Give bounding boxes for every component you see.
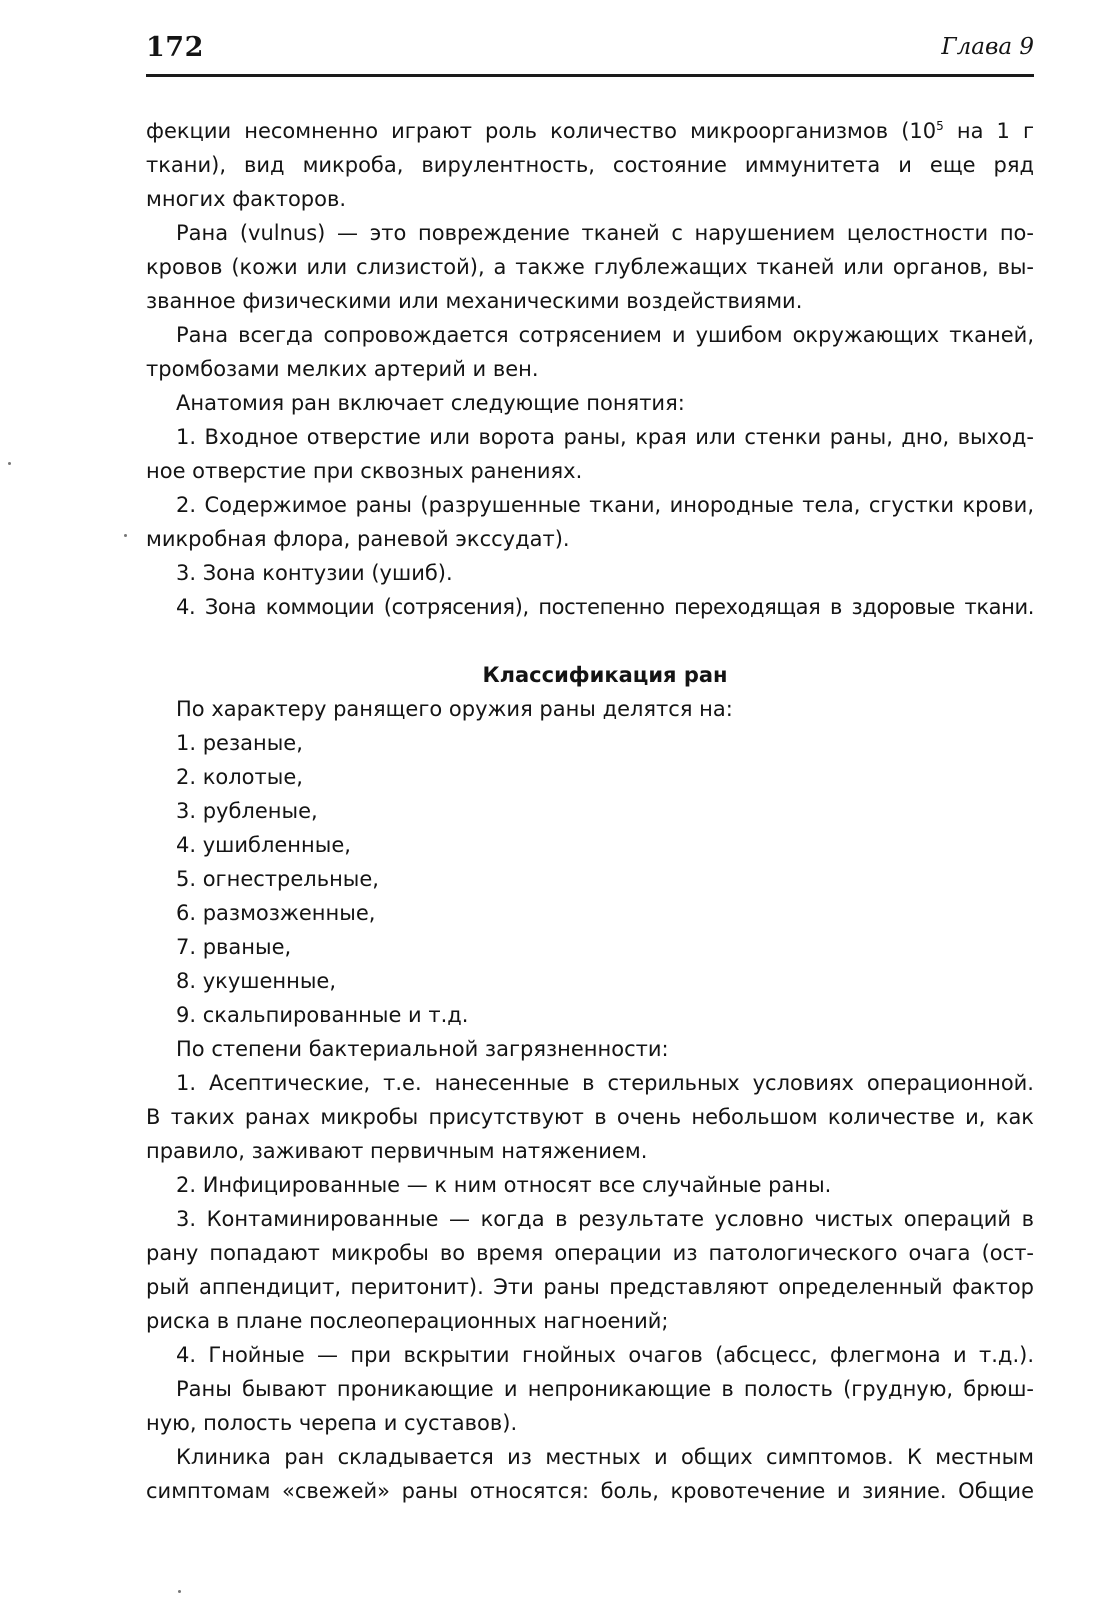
text-line: 2. Инфицированные — к ним относят все случайные раны. [176,1173,832,1197]
text-line: ное отверстие при сквозных ранениях. [146,459,583,483]
text-line: По степени бактериальной загрязненности: [176,1037,669,1061]
page-body [146,114,1034,1508]
list-item: 2. колотые, [176,765,303,789]
list-item: 3. рубленые, [176,799,318,823]
text-line: симптомам «свежей» раны относятся: боль, кровотечение и зияние. Общие [146,1479,1034,1503]
text-line: 4. Зона коммоции (сотрясения), постепенно переходящая в здоровые ткани. [176,595,1034,619]
text-line: 1. Асептические, т.е. нанесенные в стерильных условиях операционной. [176,1071,1034,1095]
list-item: 5. огнестрельные, [176,867,379,891]
text-line: ную, полость черепа и суставов). [146,1411,518,1435]
text-line: Анатомия ран включает следующие понятия: [176,391,685,415]
text-line: Клиника ран складывается из местных и общих симптомов. К местным [176,1445,1034,1469]
scan-speck [8,462,11,465]
text-line [146,114,1034,148]
text-line: микробная флора, раневой экссудат). [146,527,570,551]
text-line: Раны бывают проникающие и непроникающие в полость (грудную, брюш- [176,1377,1034,1401]
text-line: риска в плане послеоперационных нагноений; [146,1309,669,1333]
text-line: 1. Входное отверстие или ворота раны, края или стенки раны, дно, выход- [176,425,1034,449]
list-item: 4. ушибленные, [176,833,351,857]
text-line: правило, заживают первичным натяжением. [146,1139,648,1163]
page-header [146,30,1034,77]
text-line: многих факторов. [146,187,347,211]
chapter-title: Глава 9 [941,34,1034,60]
page-number: 172 [146,32,204,63]
list-item: 1. резаные, [176,731,303,755]
text-fragment: на 1 г [943,119,1034,143]
spacer [146,624,1034,658]
scan-speck [178,1590,181,1593]
list-item: 8. укушенные, [176,969,337,993]
list-item: 9. скальпированные и т.д. [176,1003,469,1027]
list-item: 7. рваные, [176,935,292,959]
text-line: Рана всегда сопровождается сотрясением и ушибом окружающих тканей, [176,323,1034,347]
text-line: 4. Гнойные — при вскрытии гнойных очагов (абсцесс, флегмона и т.д.). [176,1343,1034,1367]
text-line: рану попадают микробы во время операции из патологического очага (ост- [146,1241,1034,1265]
text-line: званное физическими или механическими воздействиями. [146,289,803,313]
text-line: ткани), вид микроба, вирулентность, состояние иммунитета и еще ряд [146,153,1034,177]
text-line: тромбозами мелких артерий и вен. [146,357,539,381]
text-line: В таких ранах микробы присутствуют в очень небольшом количестве и, как [146,1105,1034,1129]
text-line: По характеру ранящего оружия раны делятся на: [176,697,733,721]
text-fragment: фекции несомненно играют роль количество микроорганизмов (10 [146,119,937,143]
superscript: 5 [936,119,944,133]
text-line: 2. Содержимое раны (разрушенные ткани, инородные тела, сгустки крови, [176,493,1034,517]
text-line: 3. Зона контузии (ушиб). [176,561,453,585]
text-line: рый аппендицит, перитонит). Эти раны представляют определенный фактор [146,1275,1034,1299]
list-item: 6. размозженные, [176,901,376,925]
text-line: Рана (vulnus) — это повреждение тканей с нарушением целостности по- [176,221,1034,245]
text-line: 3. Контаминированные — когда в результате условно чистых операций в [176,1207,1034,1231]
section-heading: Классификация ран [482,663,728,687]
scan-speck [124,534,127,537]
text-line: кровов (кожи или слизистой), а также глублежащих тканей или органов, вы- [146,255,1034,279]
